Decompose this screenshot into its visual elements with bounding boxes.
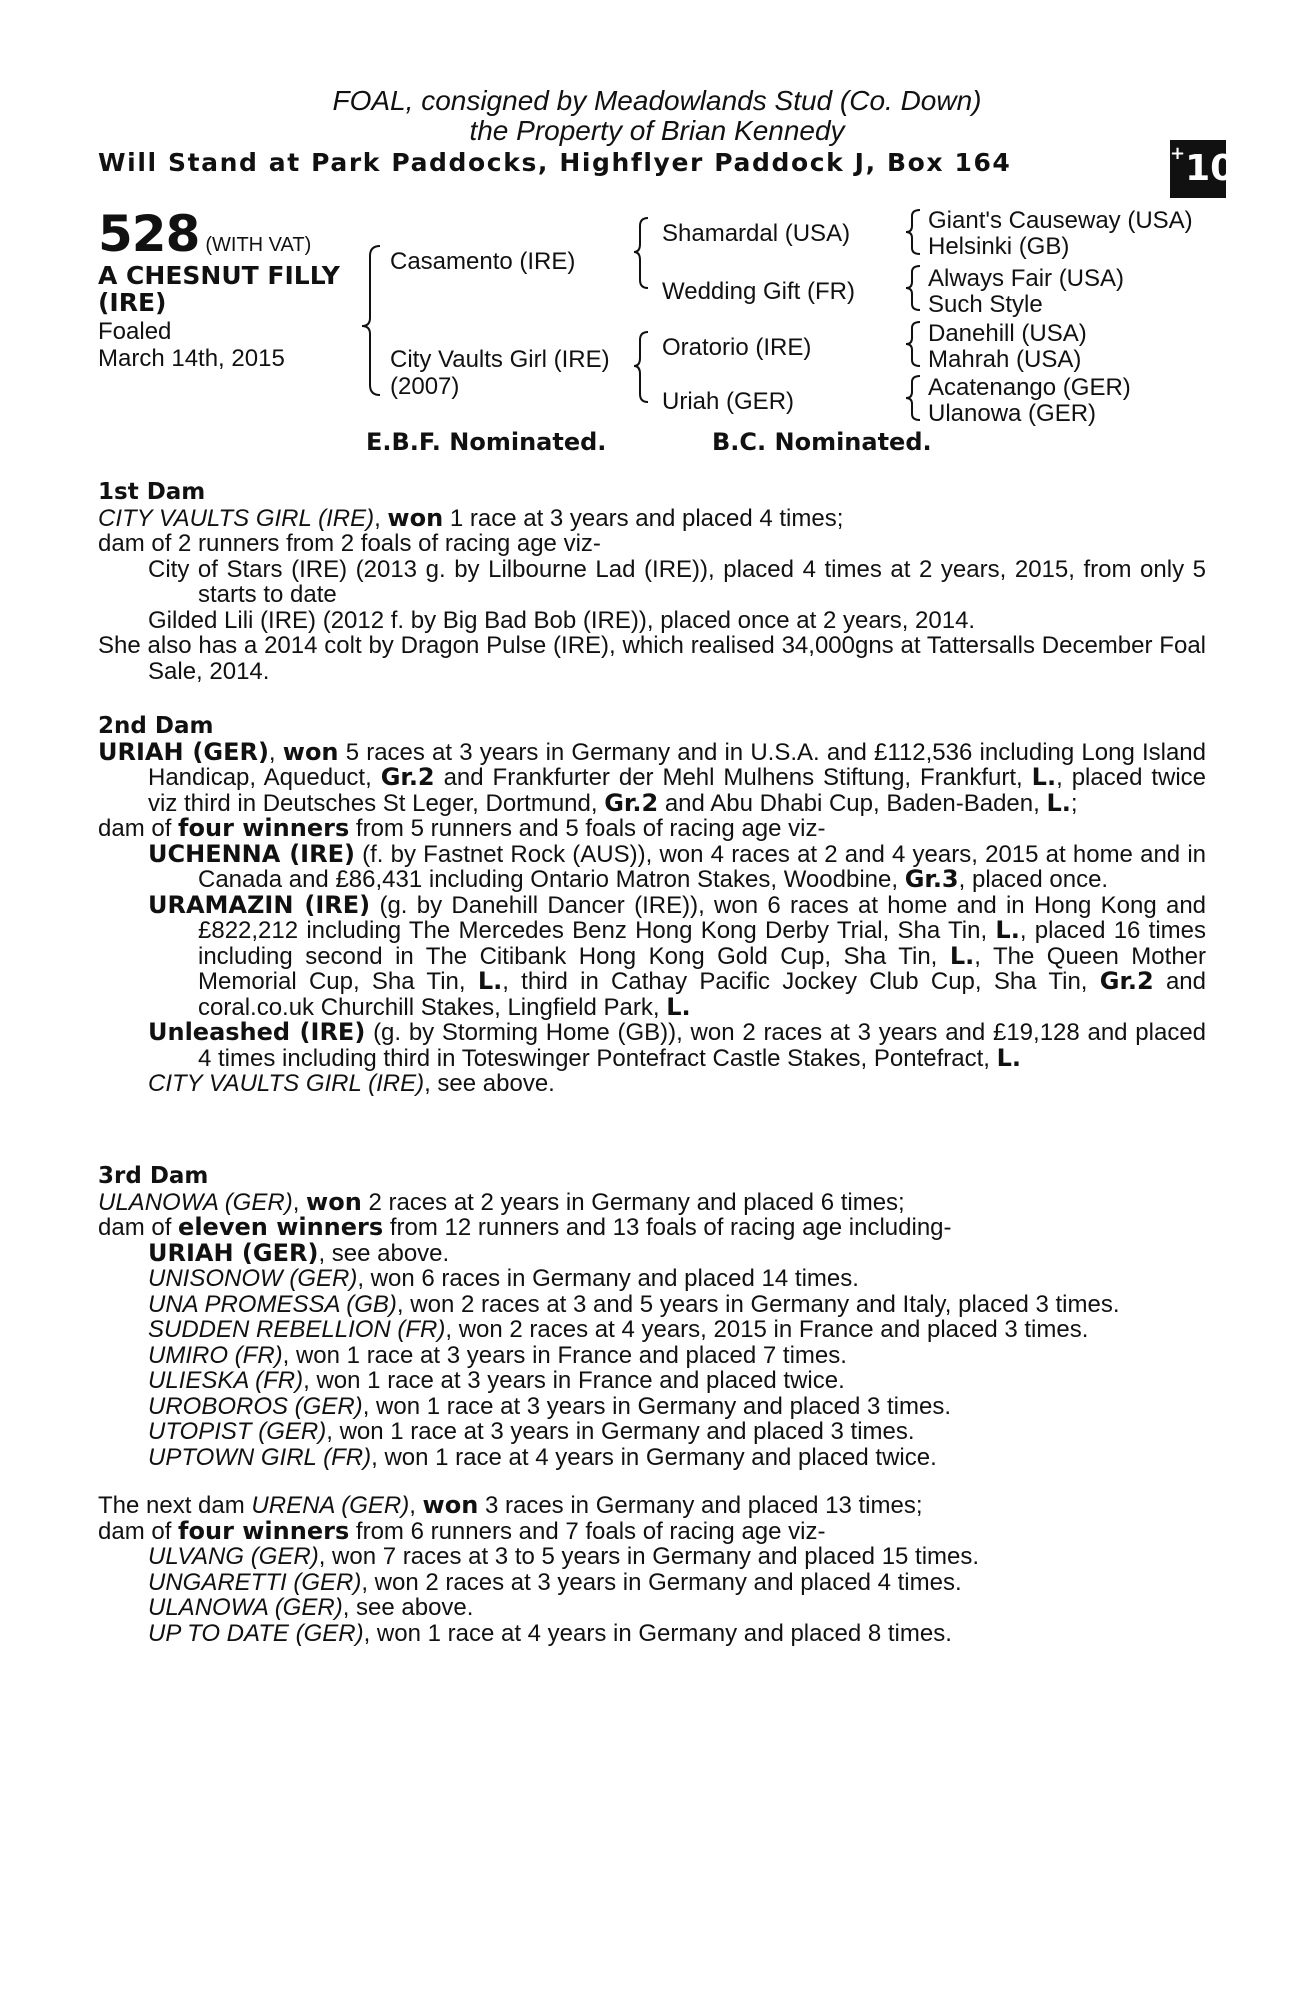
progeny-item bbox=[98, 1595, 1206, 1621]
grade-3: Gr.3 bbox=[904, 865, 959, 893]
progeny-item bbox=[98, 1570, 1206, 1596]
stand-location: Will Stand at Park Paddocks, Highflyer Paddock J, Box 164 bbox=[98, 148, 1012, 177]
first-dam-won-text: 1 race at 3 years and placed 4 times; bbox=[449, 504, 844, 532]
won-label: won bbox=[282, 737, 339, 766]
third-dam-record: ULANOWA (GER), won 2 races at 2 years in Germany and placed 6 times; bbox=[98, 1187, 905, 1216]
record-text-5: ; bbox=[1070, 789, 1078, 817]
progeny-text: (f. by Fastnet Rock (AUS)), won 4 races at 2 and 4 years, 2015 at home and in Canada and £86,431 including Ontario Matron Stakes, Woodbine, bbox=[198, 840, 1206, 893]
dam-of-label: dam of bbox=[98, 1517, 172, 1545]
bc-nominated: B.C. Nominated. bbox=[712, 428, 932, 456]
sire-dam: Wedding Gift (FR) bbox=[662, 278, 855, 305]
progeny-text: , won 1 race at 3 years in Germany and placed 3 times. bbox=[326, 1418, 915, 1445]
progeny-item bbox=[98, 1343, 1206, 1369]
winners-count: four winners bbox=[178, 814, 350, 842]
progeny-item bbox=[98, 1292, 1206, 1318]
listed: L. bbox=[949, 941, 975, 970]
progeny-name: UCHENNA (IRE) bbox=[148, 839, 355, 868]
progeny-text-d: , third in Cathay Pacific Jockey Club Cup, Sha Tin, bbox=[502, 968, 1088, 995]
progeny-text: , won 2 races at 3 and 5 years in Germany and Italy, placed 3 times. bbox=[396, 1290, 1120, 1318]
grade-2: Gr.2 bbox=[380, 763, 435, 791]
progeny-name: Unleashed (IRE) bbox=[148, 1018, 366, 1046]
winners-count: eleven winners bbox=[178, 1213, 384, 1241]
first-dam-section bbox=[98, 480, 1206, 684]
sire-sire: Shamardal (USA) bbox=[662, 220, 851, 247]
progeny-text: , won 2 races at 3 years in Germany and placed 4 times. bbox=[361, 1568, 962, 1596]
progeny-text: , see above. bbox=[318, 1239, 450, 1267]
consignor-line: FOAL, consigned by Meadowlands Stud (Co. Down) bbox=[332, 85, 982, 116]
progeny-text-b: , placed 16 times including second in The Citibank Hong Kong Gold Cup, Sha Tin, bbox=[198, 917, 1206, 970]
third-dam-title: 3rd Dam bbox=[98, 1163, 209, 1189]
dam-of-label: dam of bbox=[98, 1214, 172, 1241]
ggs-6: Mahrah (USA) bbox=[928, 346, 1082, 373]
second-dam-name: URIAH (GER) bbox=[98, 737, 269, 766]
progeny-text-end: , placed once. bbox=[958, 866, 1109, 893]
brace-g78 bbox=[906, 376, 920, 420]
dam-name-line1: City Vaults Girl (IRE) bbox=[390, 346, 610, 373]
listed: L. bbox=[477, 967, 503, 995]
second-dam-produce bbox=[98, 816, 1206, 842]
ggs-1: Giant's Causeway (USA) bbox=[928, 207, 1193, 234]
badge-num: 10 bbox=[1185, 148, 1236, 189]
progeny-item bbox=[98, 1621, 1206, 1647]
description-line1: A CHESNUT FILLY bbox=[98, 261, 340, 290]
second-dam-section bbox=[98, 714, 1206, 1097]
next-dam-intro: The next dam bbox=[98, 1492, 245, 1519]
dam-of-rest: from 6 runners and 7 foals of racing age viz- bbox=[355, 1517, 826, 1545]
listed: L. bbox=[666, 992, 691, 1021]
progeny-name: UPTOWN GIRL (FR) bbox=[148, 1443, 372, 1471]
grade-2: Gr.2 bbox=[1099, 967, 1154, 995]
progeny-name: UNA PROMESSA (GB) bbox=[148, 1290, 397, 1318]
description-line2: (IRE) bbox=[98, 288, 167, 317]
listed: L. bbox=[996, 1043, 1022, 1072]
progeny-unleashed bbox=[98, 1020, 1206, 1071]
fourth-dam-name: URENA (GER) bbox=[251, 1492, 410, 1519]
brace-g34 bbox=[906, 266, 920, 310]
dam-of-rest: from 5 runners and 5 foals of racing age viz- bbox=[355, 815, 826, 842]
progeny-text: , see above. bbox=[424, 1070, 555, 1097]
fourth-dam-won-text: 3 races in Germany and placed 13 times; bbox=[484, 1492, 923, 1519]
ggs-7: Acatenango (GER) bbox=[928, 374, 1131, 401]
progeny-item bbox=[98, 1266, 1206, 1292]
listed: L. bbox=[1031, 763, 1057, 791]
won-label: won bbox=[387, 503, 444, 532]
ebf-nominated: E.B.F. Nominated. bbox=[366, 428, 607, 456]
progeny-item bbox=[98, 1445, 1206, 1471]
first-dam-record: CITY VAULTS GIRL (IRE), won 1 race at 3 years and placed 4 times; bbox=[98, 503, 844, 532]
progeny-text-e: and coral.co.uk Churchill Stakes, Lingfield Park, bbox=[198, 968, 1206, 1021]
progeny-gilded-lili: Gilded Lili (IRE) (2012 f. by Big Bad Bob (IRE)), placed once at 2 years, 2014. bbox=[148, 606, 976, 634]
foaled-label: Foaled bbox=[98, 318, 172, 345]
progeny-text: , won 1 race at 3 years in France and placed twice. bbox=[303, 1367, 845, 1394]
progeny-text: , won 2 races at 4 years, 2015 in France and placed 3 times. bbox=[445, 1316, 1089, 1343]
lot-number: 528 bbox=[98, 205, 200, 263]
progeny-text: , won 6 races in Germany and placed 14 times. bbox=[357, 1265, 859, 1292]
progeny-name: ULVANG (GER) bbox=[148, 1543, 319, 1570]
progeny-name: UNGARETTI (GER) bbox=[148, 1568, 362, 1596]
listed: L. bbox=[1046, 788, 1071, 817]
progeny-name: CITY VAULTS GIRL (IRE) bbox=[148, 1070, 425, 1097]
progeny-text: , won 1 race at 4 years in Germany and placed 8 times. bbox=[363, 1619, 952, 1647]
ggs-3: Always Fair (USA) bbox=[928, 265, 1125, 292]
second-dam-title: 2nd Dam bbox=[98, 713, 214, 739]
progeny-text: , won 1 race at 3 years in France and placed 7 times. bbox=[282, 1341, 847, 1369]
brace-sire bbox=[634, 218, 648, 288]
grade-2: Gr.2 bbox=[604, 788, 659, 817]
progeny-name: UMIRO (FR) bbox=[148, 1341, 283, 1369]
progeny-item bbox=[98, 1368, 1206, 1394]
progeny-item bbox=[98, 1544, 1206, 1570]
brace-main bbox=[362, 246, 380, 395]
first-dam-title: 1st Dam bbox=[98, 479, 206, 505]
second-dam-record: URIAH (GER), won 5 races at 3 years in Germany and in U.S.A. and £112,536 including Long Island Handicap, Aqueduct, Gr.2 and Frankfurter der Mehl Mulhens Stiftung, Frankfurt, L., placed twice viz third in Deutsches St Leger, Dortmund, Gr.2 and Abu Dhabi Cup, Baden-Baden, L.; bbox=[98, 737, 1207, 817]
owner-line: the Property of Brian Kennedy bbox=[469, 115, 845, 146]
dam-name-line2: (2007) bbox=[390, 373, 460, 400]
progeny-uriah bbox=[98, 1238, 1206, 1267]
first-dam-note: She also has a 2014 colt by Dragon Pulse (IRE), which realised 34,000gns at Tattersalls December Foal Sale, 2014. bbox=[98, 632, 1206, 685]
third-dam-section bbox=[98, 1164, 1206, 1470]
fourth-dam-section bbox=[98, 1493, 1206, 1646]
dam-of-rest: from 12 runners and 13 foals of racing age including- bbox=[389, 1214, 952, 1241]
vat-label: (WITH VAT) bbox=[205, 234, 312, 256]
fourth-dam-record: The next dam URENA (GER), won 3 races in Germany and placed 13 times; bbox=[98, 1491, 923, 1519]
brace-g12 bbox=[906, 210, 920, 254]
progeny-name: ULANOWA (GER) bbox=[148, 1594, 343, 1621]
third-dam-name: ULANOWA (GER) bbox=[98, 1188, 293, 1216]
won-label: won bbox=[306, 1187, 362, 1216]
fourth-dam-progeny-list bbox=[98, 1544, 1206, 1646]
progeny-text: (g. by Storming Home (GB)), won 2 races at 3 years and £19,128 and placed 4 times including third in Toteswinger Pontefract Castle Stakes, Pontefract, bbox=[198, 1019, 1207, 1072]
progeny-name: URAMAZIN (IRE) bbox=[148, 890, 371, 919]
ggs-8: Ulanowa (GER) bbox=[928, 400, 1097, 427]
listed: L. bbox=[995, 916, 1020, 944]
ggs-2: Helsinki (GB) bbox=[928, 233, 1070, 260]
progeny-item bbox=[98, 1317, 1206, 1343]
progeny-uchenna bbox=[98, 839, 1206, 893]
brace-dam bbox=[634, 332, 648, 402]
dam-dam: Uriah (GER) bbox=[662, 388, 795, 415]
progeny-item bbox=[98, 1419, 1206, 1445]
ggs-4: Such Style bbox=[928, 291, 1043, 318]
ggs-5: Danehill (USA) bbox=[928, 320, 1087, 347]
progeny-item bbox=[98, 1394, 1206, 1420]
record-text-3: , placed twice viz third in Deutsches St Leger, Dortmund, bbox=[148, 764, 1207, 817]
record-text-4: and Abu Dhabi Cup, Baden-Baden, bbox=[664, 789, 1040, 817]
first-dam-name: CITY VAULTS GIRL (IRE) bbox=[98, 504, 375, 532]
badge-plus: + bbox=[1170, 143, 1186, 164]
progeny-name: URIAH (GER) bbox=[148, 1238, 319, 1267]
foaled-date: March 14th, 2015 bbox=[98, 345, 285, 372]
progeny-name: UNISONOW (GER) bbox=[148, 1265, 358, 1292]
won-label: won bbox=[422, 1491, 479, 1519]
third-dam-won-text: 2 races at 2 years in Germany and placed 6 times; bbox=[368, 1188, 905, 1216]
progeny-name: UROBOROS (GER) bbox=[148, 1392, 363, 1420]
progeny-name: ULIESKA (FR) bbox=[148, 1367, 304, 1394]
progeny-text: , won 1 race at 3 years in Germany and placed 3 times. bbox=[362, 1392, 951, 1420]
progeny-uramazin bbox=[98, 890, 1207, 1021]
third-dam-progeny-list bbox=[98, 1266, 1206, 1470]
progeny-text: , won 1 race at 4 years in Germany and placed twice. bbox=[371, 1443, 937, 1471]
progeny-city-of-stars: City of Stars (IRE) (2013 g. by Lilbourne Lad (IRE)), placed 4 times at 2 years, 2015, from only 5 starts to date bbox=[148, 555, 1206, 608]
sire-name: Casamento (IRE) bbox=[390, 248, 576, 275]
winners-count: four winners bbox=[178, 1516, 350, 1545]
dam-of-label: dam of bbox=[98, 815, 172, 842]
progeny-text-c: , The Queen Mother Memorial Cup, Sha Tin, bbox=[198, 942, 1207, 995]
progeny-name: SUDDEN REBELLION (FR) bbox=[148, 1316, 446, 1343]
first-dam-produce: dam of 2 runners from 2 foals of racing age viz- bbox=[98, 530, 601, 557]
dam-sire: Oratorio (IRE) bbox=[662, 334, 812, 361]
record-text-2: and Frankfurter der Mehl Mulhens Stiftung, Frankfurt, bbox=[443, 764, 1023, 791]
progeny-text: , won 7 races at 3 to 5 years in Germany and placed 15 times. bbox=[318, 1543, 980, 1570]
brace-g56 bbox=[906, 322, 920, 366]
progeny-city-vaults-girl bbox=[98, 1071, 1206, 1097]
record-text-1: 5 races at 3 years in Germany and in U.S.A. and £112,536 including Long Island Handicap, Aqueduct, bbox=[148, 738, 1207, 791]
third-dam-produce bbox=[98, 1215, 1206, 1241]
progeny-name: UP TO DATE (GER) bbox=[148, 1619, 364, 1647]
progeny-text: , see above. bbox=[342, 1594, 474, 1621]
progeny-name: UTOPIST (GER) bbox=[148, 1418, 327, 1445]
fourth-dam-produce bbox=[98, 1516, 1206, 1545]
progeny-text: (g. by Danehill Dancer (IRE)), won 6 races at home and in Hong Kong and £822,212 including The Mercedes Benz Hong Kong Derby Trial, Sha Tin, bbox=[198, 891, 1207, 944]
